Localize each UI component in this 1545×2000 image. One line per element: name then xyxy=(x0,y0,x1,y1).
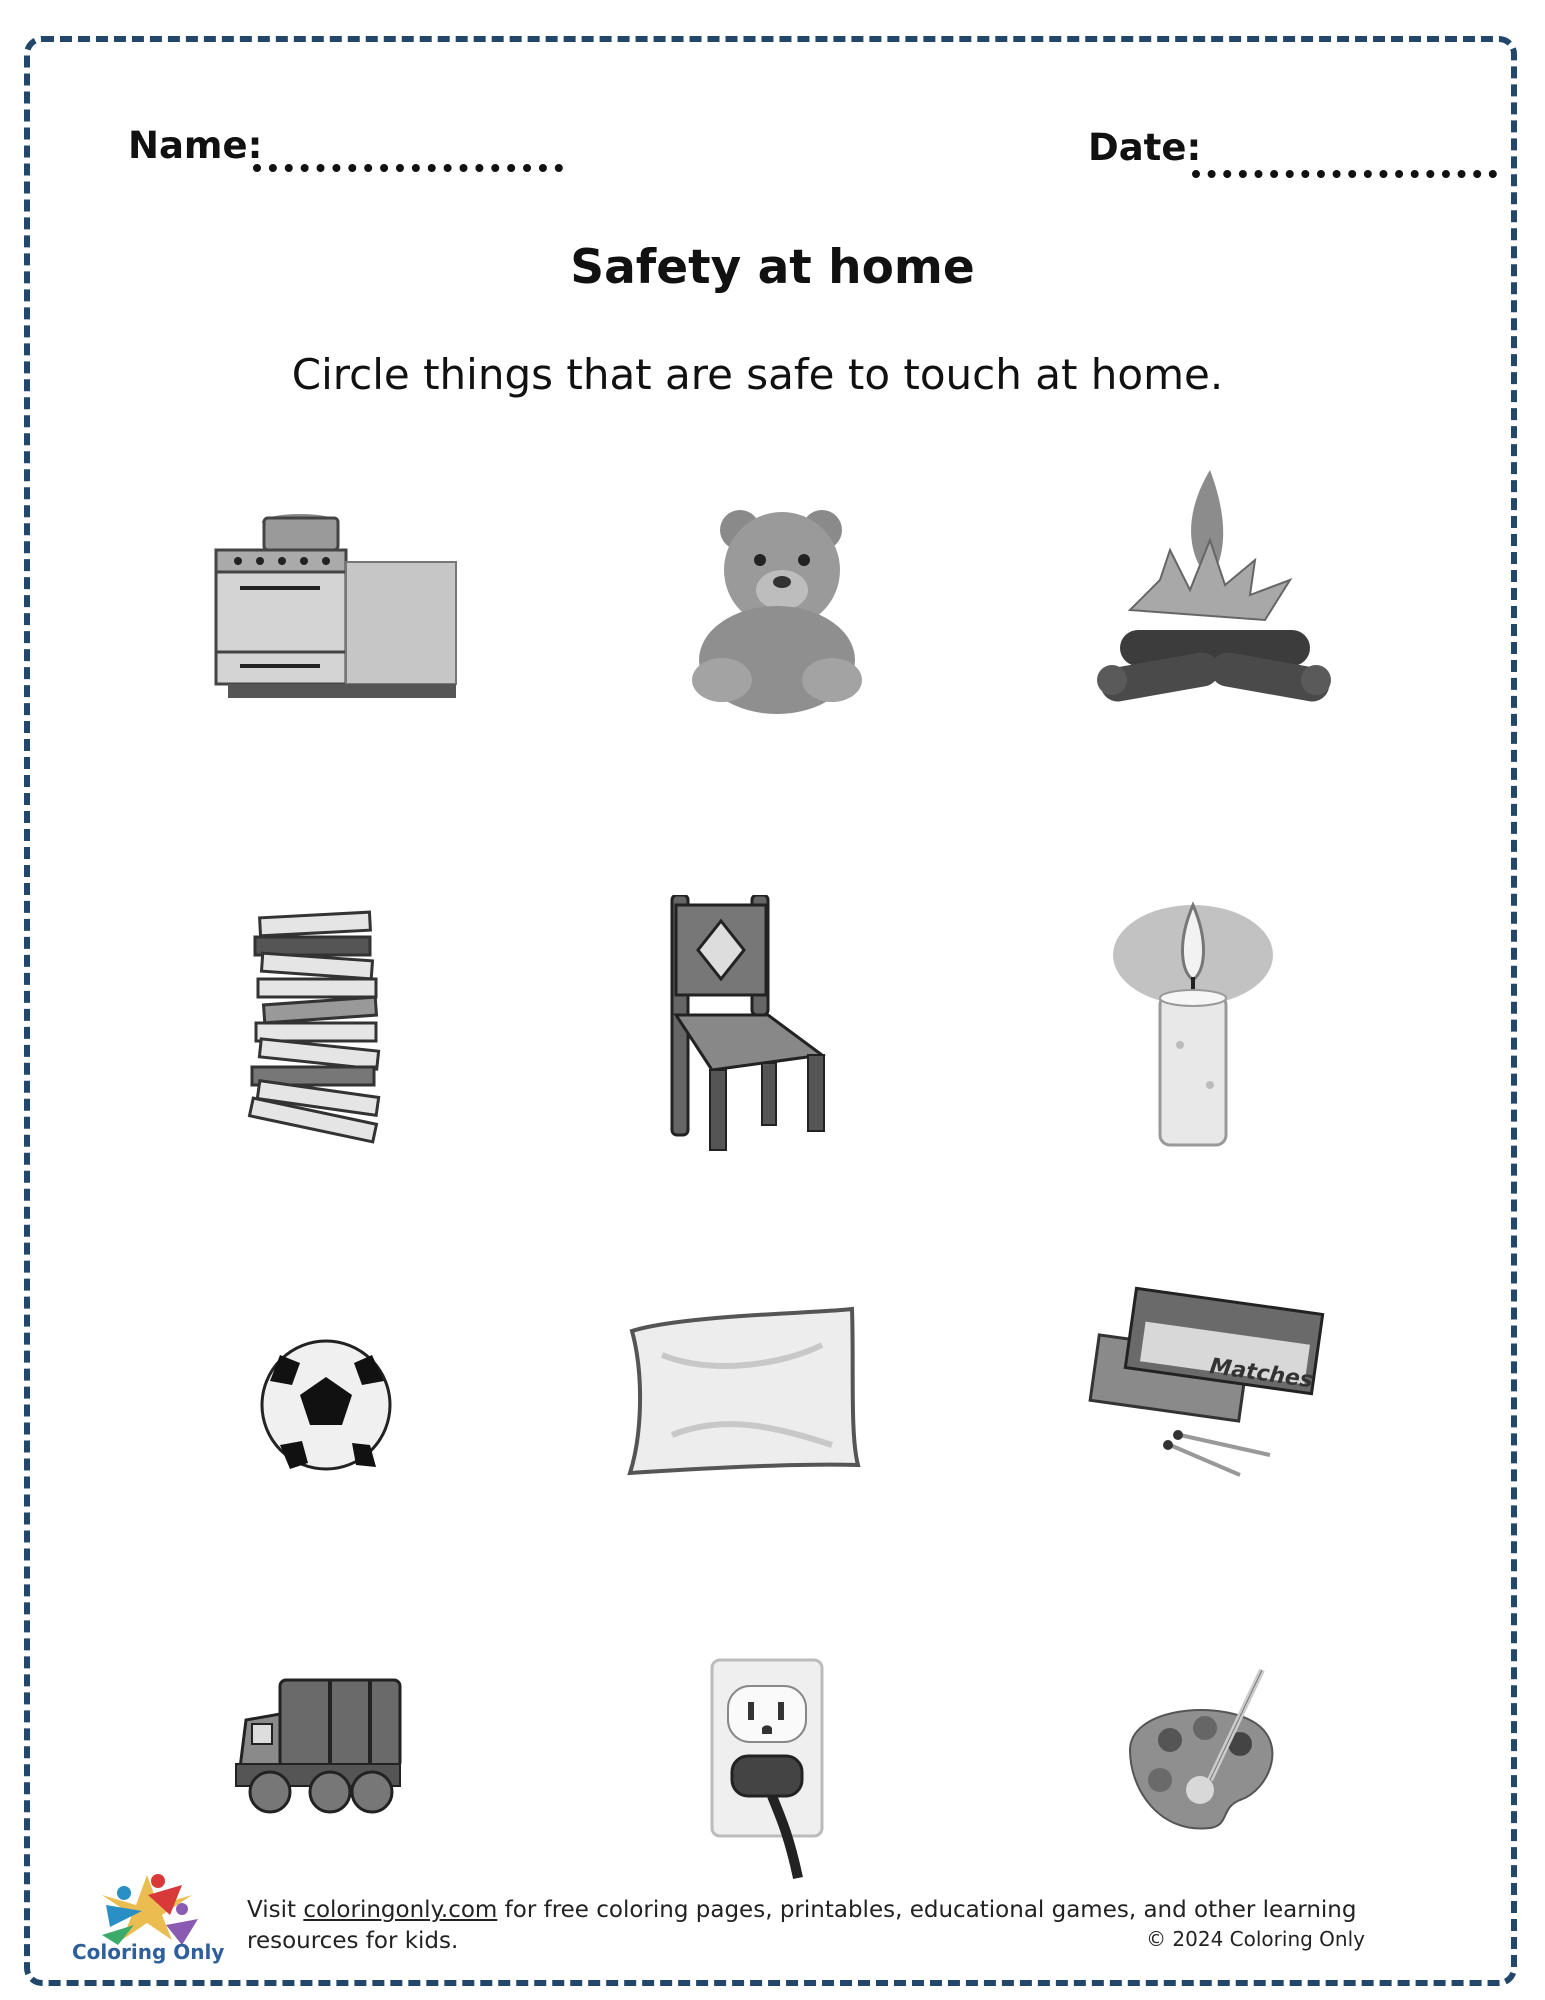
outlet-item[interactable] xyxy=(622,1640,922,1900)
books-item[interactable] xyxy=(180,895,480,1155)
pillow-icon xyxy=(622,1285,922,1545)
date-label: Date: xyxy=(1088,126,1202,169)
truck-icon xyxy=(180,1640,480,1900)
paint-palette-item[interactable] xyxy=(1060,1640,1360,1900)
date-line[interactable] xyxy=(1192,170,1497,178)
candle-item[interactable] xyxy=(1060,895,1360,1155)
instruction-text: Circle things that are safe to touch at home. xyxy=(291,350,1224,399)
name-line[interactable] xyxy=(253,164,563,172)
name-label: Name: xyxy=(128,124,263,167)
campfire-item[interactable] xyxy=(1060,470,1360,730)
candle-icon xyxy=(1060,895,1360,1155)
matches-icon xyxy=(1060,1285,1360,1545)
books-icon xyxy=(180,895,480,1155)
soccer-ball-item[interactable] xyxy=(180,1285,480,1545)
chair-icon xyxy=(622,895,922,1155)
chair-item[interactable] xyxy=(622,895,922,1155)
page-title: Safety at home xyxy=(570,240,975,295)
stove-icon xyxy=(180,470,480,730)
paint-palette-icon xyxy=(1060,1640,1360,1900)
electric-outlet-icon xyxy=(622,1640,922,1900)
stove-item[interactable] xyxy=(180,470,480,730)
truck-item[interactable] xyxy=(180,1640,480,1900)
coloringonly-link[interactable]: coloringonly.com xyxy=(303,1897,498,1923)
teddy-bear-icon xyxy=(622,470,922,730)
logo-text: Coloring Only xyxy=(72,1940,225,1964)
matches-label: Matches xyxy=(1208,1354,1315,1394)
matches-item[interactable] xyxy=(1060,1285,1360,1545)
teddy-bear-item[interactable] xyxy=(622,470,922,730)
pillow-item[interactable] xyxy=(622,1285,922,1545)
campfire-icon xyxy=(1060,470,1360,730)
footer-visit-prefix: Visit xyxy=(247,1897,304,1923)
copyright-text: © 2024 Coloring Only xyxy=(1146,1927,1365,1951)
soccer-ball-icon xyxy=(180,1285,480,1545)
star-people-icon xyxy=(62,1865,232,1945)
footer-visit-suffix: for free coloring pages, printables, educational games, and other learning resources for kids. xyxy=(247,1897,1357,1954)
